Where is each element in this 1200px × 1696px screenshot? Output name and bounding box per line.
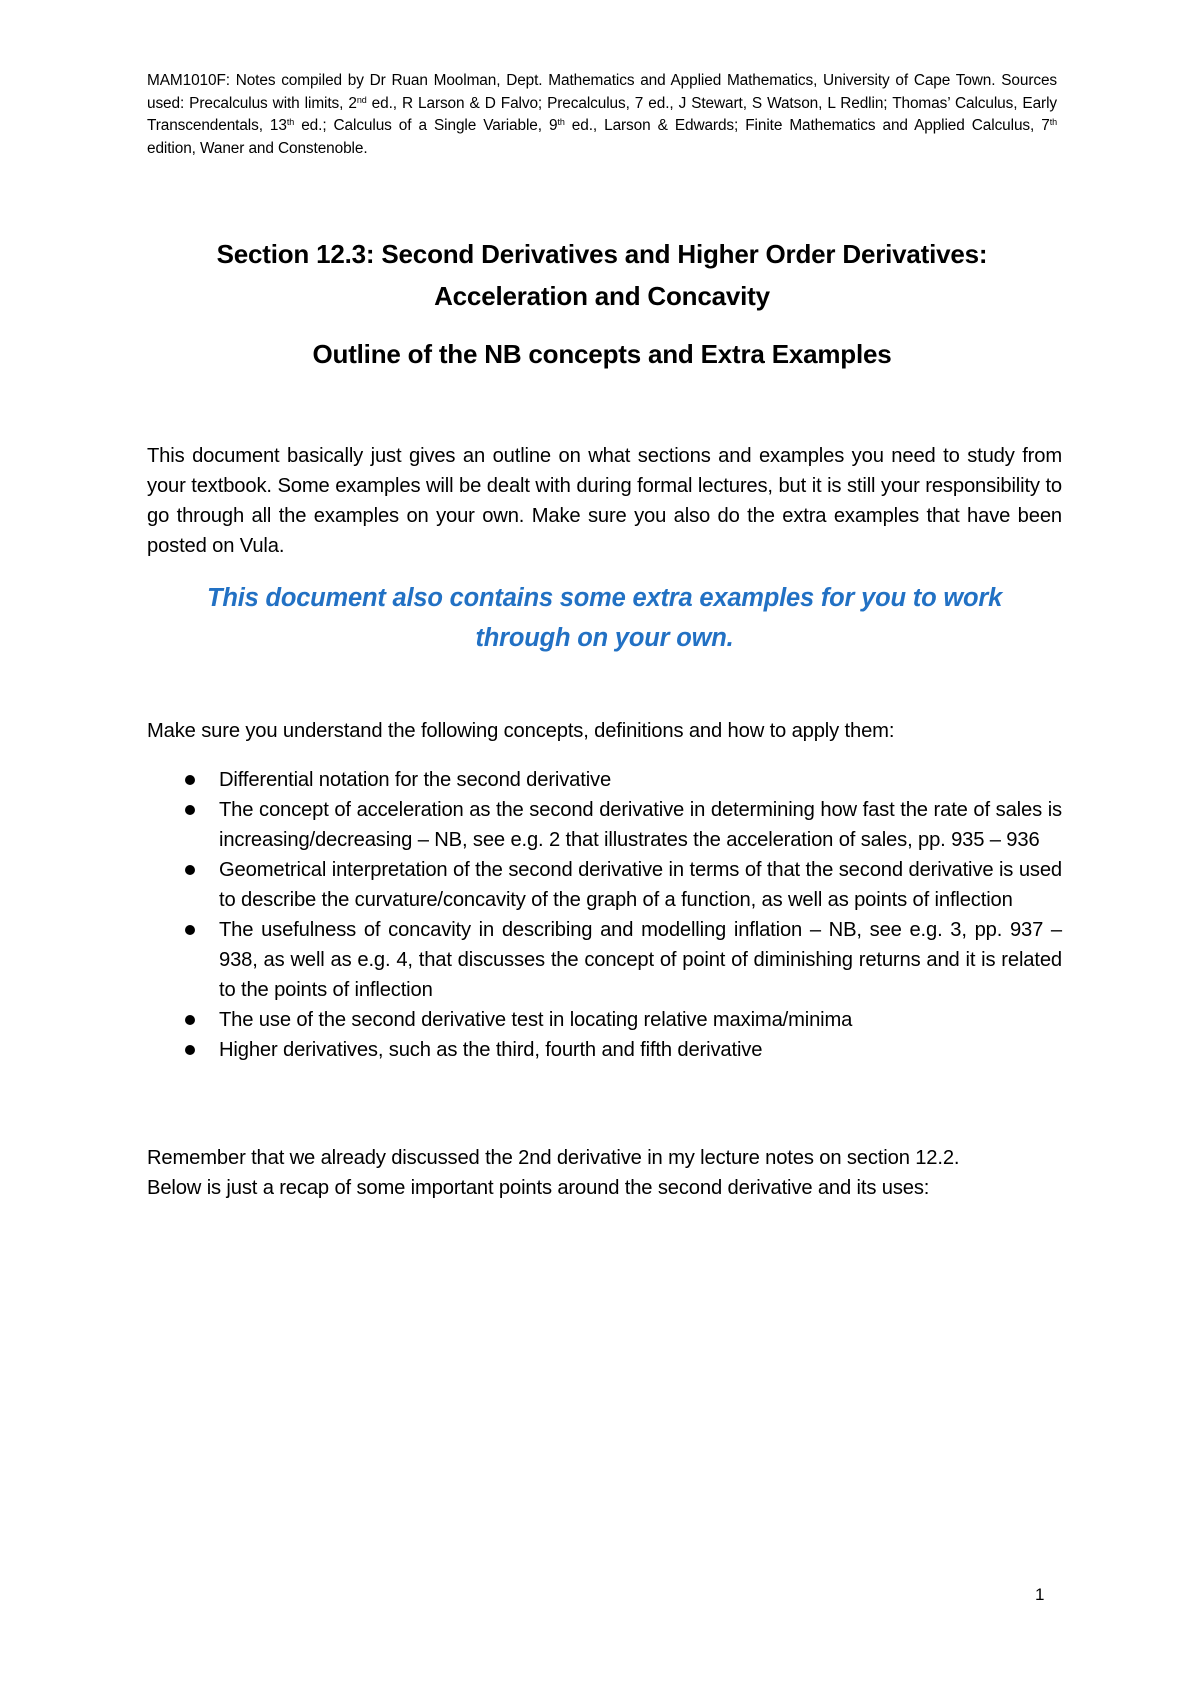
recap-line-2: Below is just a recap of some important points around the second derivative and its uses: <box>147 1177 930 1199</box>
intro-paragraph: This document basically just gives an outline on what sections and examples you need to study from your textbook. Some examples will be dealt with during formal lectures, but it is still your responsibility to go through all the examples on your own. Make sure you also do the extra examples that have been posted on Vula. <box>147 445 1062 557</box>
bullet-icon <box>185 1045 195 1055</box>
bullet-icon <box>185 865 195 875</box>
highlight-note <box>147 578 1062 658</box>
section-subtitle: Outline of the NB concepts and Extra Examples <box>312 339 892 369</box>
bullet-icon <box>185 925 195 935</box>
section-title-line-2: Acceleration and Concavity <box>434 281 770 311</box>
bullet-icon <box>185 1015 195 1025</box>
header-sources: Sources used: Precalculus with limits, 2nd ed., R Larson & D Falvo; Precalculus, 7 ed., J Stewart, S Watson, L Redlin; Thomas’ Calculus, Early Transcendentals, 13th ed.; Calculus of a Single Variable, 9th ed., Larson & Edwards; Finite Mathematics and Applied Calculus, 7th edition, Waner and Constenoble. <box>147 72 1057 157</box>
page-header <box>147 70 1057 160</box>
concepts-lead: Make sure you understand the following concepts, definitions and how to apply them: <box>147 720 895 742</box>
list-item: The concept of acceleration as the second derivative in determining how fast the rate of sales is increasing/decreasing – NB, see e.g. 2 that illustrates the acceleration of sales, pp. 935 – 936 <box>147 795 1062 855</box>
recap-paragraph <box>147 1143 1062 1203</box>
list-item: Geometrical interpretation of the second derivative in terms of that the second derivative is used to describe the curvature/concavity of the graph of a function, as well as points of inflection <box>147 855 1062 915</box>
highlight-line-2: through on your own. <box>475 624 734 652</box>
list-item: Higher derivatives, such as the third, fourth and fifth derivative <box>147 1035 1062 1065</box>
concepts-list <box>147 765 1062 1065</box>
recap-line-1: Remember that we already discussed the 2nd derivative in my lecture notes on section 12.2. <box>147 1147 960 1169</box>
bullet-icon <box>185 775 195 785</box>
section-title-line-1: Section 12.3: Second Derivatives and Higher Order Derivatives: <box>216 239 988 269</box>
highlight-line-1: This document also contains some extra examples for you to work <box>206 584 1003 612</box>
list-item: Differential notation for the second derivative <box>147 765 1062 795</box>
list-item: The usefulness of concavity in describing and modelling inflation – NB, see e.g. 3, pp. 937 – 938, as well as e.g. 4, that discusses the concept of point of diminishing returns and it is related to the points of inflection <box>147 915 1062 1005</box>
page-number: 1 <box>1035 1585 1045 1604</box>
header-affiliation: MAM1010F: Notes compiled by Dr Ruan Moolman, Dept. Mathematics and Applied Mathematics, University of Cape Town. <box>147 72 996 89</box>
title-block <box>147 233 1057 375</box>
list-item: The use of the second derivative test in locating relative maxima/minima <box>147 1005 1062 1035</box>
bullet-icon <box>185 805 195 815</box>
